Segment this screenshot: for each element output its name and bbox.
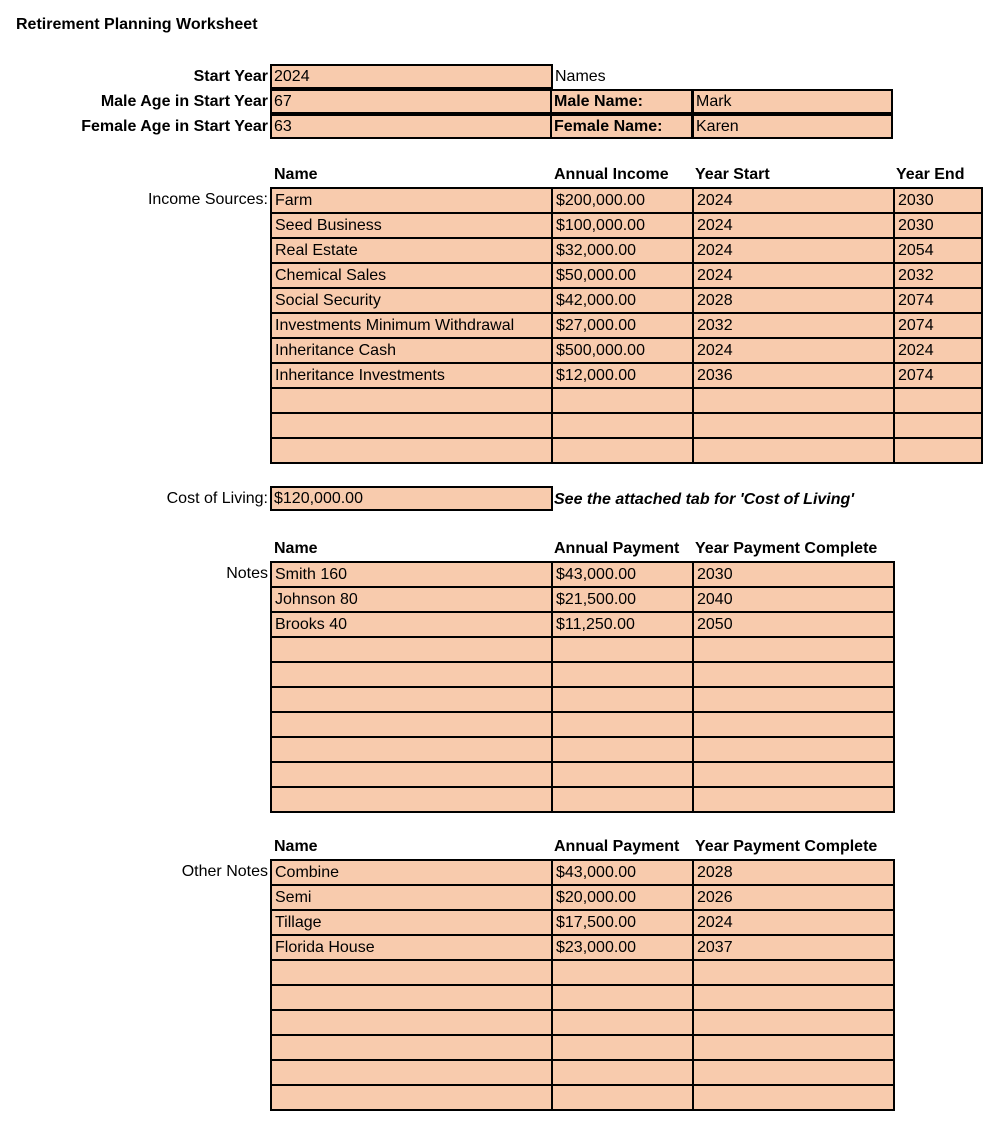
male-name-label-cell	[550, 89, 693, 114]
income-cell[interactable]: $32,000.00	[552, 238, 693, 263]
other-notes-col-name: Name	[274, 838, 318, 855]
notes-cell[interactable]	[552, 737, 693, 762]
notes-row	[271, 737, 894, 762]
other-notes-row	[271, 985, 894, 1010]
other-notes-cell[interactable]: Florida House	[271, 935, 552, 960]
income-row	[271, 288, 982, 313]
other-notes-cell[interactable]	[693, 1085, 894, 1110]
income-cell[interactable]: $50,000.00	[552, 263, 693, 288]
income-cell[interactable]: Investments Minimum Withdrawal	[271, 313, 552, 338]
other-notes-cell[interactable]: 2026	[693, 885, 894, 910]
worksheet-title: Retirement Planning Worksheet	[16, 16, 258, 33]
other-notes-cell[interactable]	[693, 1035, 894, 1060]
other-notes-cell[interactable]: 2024	[693, 910, 894, 935]
other-notes-row	[271, 1035, 894, 1060]
other-notes-cell[interactable]: 2028	[693, 860, 894, 885]
notes-cell[interactable]	[271, 712, 552, 737]
income-col-year-start: Year Start	[695, 166, 770, 183]
other-notes-cell[interactable]	[552, 960, 693, 985]
other-notes-row	[271, 1010, 894, 1035]
start-year-input[interactable]: 2024	[270, 64, 553, 89]
male-name-input[interactable]: Mark	[692, 89, 893, 114]
income-cell[interactable]: 2024	[693, 338, 894, 363]
notes-cell[interactable]	[693, 762, 894, 787]
notes-cell[interactable]	[693, 737, 894, 762]
female-age-input[interactable]: 63	[270, 114, 553, 139]
other-notes-cell[interactable]: $23,000.00	[552, 935, 693, 960]
female-name-label: Female Name:	[554, 118, 663, 135]
other-notes-cell[interactable]: $20,000.00	[552, 885, 693, 910]
income-cell[interactable]: $12,000.00	[552, 363, 693, 388]
female-name-input[interactable]: Karen	[692, 114, 893, 139]
income-cell[interactable]	[552, 388, 693, 413]
income-cell[interactable]: 2024	[693, 213, 894, 238]
other-notes-cell[interactable]	[552, 1010, 693, 1035]
other-notes-cell[interactable]: $43,000.00	[552, 860, 693, 885]
other-notes-cell[interactable]: 2037	[693, 935, 894, 960]
income-cell[interactable]: 2032	[894, 263, 982, 288]
income-cell[interactable]: 2030	[894, 188, 982, 213]
notes-row	[271, 637, 894, 662]
income-cell[interactable]	[271, 388, 552, 413]
notes-cell[interactable]: Brooks 40	[271, 612, 552, 637]
other-notes-cell[interactable]	[693, 1060, 894, 1085]
notes-cell[interactable]: Smith 160	[271, 562, 552, 587]
notes-col-year-complete: Year Payment Complete	[695, 540, 878, 557]
notes-cell[interactable]	[271, 762, 552, 787]
income-cell[interactable]: Real Estate	[271, 238, 552, 263]
notes-cell[interactable]	[271, 737, 552, 762]
notes-label: Notes	[226, 565, 268, 582]
income-cell[interactable]: 2074	[894, 313, 982, 338]
income-table	[270, 187, 983, 464]
other-notes-cell[interactable]	[552, 1085, 693, 1110]
income-cell[interactable]: $27,000.00	[552, 313, 693, 338]
notes-row	[271, 762, 894, 787]
income-row	[271, 238, 982, 263]
female-name-label-cell	[550, 114, 693, 139]
income-cell[interactable]	[894, 388, 982, 413]
income-cell[interactable]: 2032	[693, 313, 894, 338]
other-notes-cell[interactable]	[271, 1010, 552, 1035]
income-row	[271, 213, 982, 238]
income-cell[interactable]: Seed Business	[271, 213, 552, 238]
income-cell[interactable]: 2074	[894, 288, 982, 313]
other-notes-cell[interactable]	[693, 1010, 894, 1035]
other-notes-cell[interactable]	[552, 1035, 693, 1060]
income-sources-label: Income Sources:	[147, 191, 268, 208]
other-notes-cell[interactable]: Tillage	[271, 910, 552, 935]
notes-cell[interactable]	[693, 687, 894, 712]
notes-cell[interactable]	[693, 712, 894, 737]
other-notes-row	[271, 960, 894, 985]
notes-row	[271, 712, 894, 737]
notes-row	[271, 687, 894, 712]
income-col-year-end: Year End	[896, 166, 965, 183]
notes-cell[interactable]	[552, 662, 693, 687]
income-cell[interactable]	[552, 413, 693, 438]
notes-cell[interactable]	[693, 637, 894, 662]
notes-cell[interactable]: 2040	[693, 587, 894, 612]
other-notes-cell[interactable]	[271, 1035, 552, 1060]
notes-row	[271, 787, 894, 812]
income-cell[interactable]: 2024	[693, 263, 894, 288]
income-cell[interactable]: Farm	[271, 188, 552, 213]
male-age-label: Male Age in Start Year	[100, 93, 268, 110]
other-notes-row	[271, 860, 894, 885]
income-cell[interactable]	[894, 438, 982, 463]
income-row	[271, 363, 982, 388]
notes-cell[interactable]	[552, 787, 693, 812]
other-notes-cell[interactable]	[271, 960, 552, 985]
cost-of-living-note: See the attached tab for 'Cost of Living'	[554, 491, 855, 508]
other-notes-row	[271, 1060, 894, 1085]
other-notes-cell[interactable]	[271, 1060, 552, 1085]
other-notes-table	[270, 859, 895, 1111]
income-cell[interactable]: $500,000.00	[552, 338, 693, 363]
income-row	[271, 338, 982, 363]
income-cell[interactable]: 2074	[894, 363, 982, 388]
income-cell[interactable]	[693, 388, 894, 413]
other-notes-cell[interactable]	[693, 960, 894, 985]
notes-cell[interactable]: $21,500.00	[552, 587, 693, 612]
other-notes-col-annual-payment: Annual Payment	[554, 838, 680, 855]
income-cell[interactable]: 2030	[894, 213, 982, 238]
notes-row	[271, 587, 894, 612]
notes-cell[interactable]	[552, 712, 693, 737]
other-notes-cell[interactable]	[693, 985, 894, 1010]
income-cell[interactable]: 2024	[894, 338, 982, 363]
notes-cell[interactable]: 2050	[693, 612, 894, 637]
notes-cell[interactable]	[552, 637, 693, 662]
other-notes-cell[interactable]: Combine	[271, 860, 552, 885]
income-cell[interactable]	[693, 413, 894, 438]
female-age-label: Female Age in Start Year	[81, 118, 268, 135]
cost-of-living-input[interactable]: $120,000.00	[270, 486, 553, 511]
other-notes-label: Other Notes	[181, 863, 268, 880]
start-year-label: Start Year	[193, 68, 268, 85]
other-notes-cell[interactable]	[552, 985, 693, 1010]
income-cell[interactable]	[271, 438, 552, 463]
income-cell[interactable]: Chemical Sales	[271, 263, 552, 288]
income-cell[interactable]: 2024	[693, 238, 894, 263]
names-label: Names	[555, 68, 606, 85]
male-age-input[interactable]: 67	[270, 89, 553, 114]
income-col-name: Name	[274, 166, 318, 183]
notes-cell[interactable]: Johnson 80	[271, 587, 552, 612]
other-notes-row	[271, 885, 894, 910]
income-row	[271, 388, 982, 413]
other-notes-row	[271, 935, 894, 960]
notes-cell[interactable]	[271, 662, 552, 687]
other-notes-cell[interactable]	[552, 1060, 693, 1085]
notes-cell[interactable]	[271, 787, 552, 812]
income-cell[interactable]: 2036	[693, 363, 894, 388]
other-notes-cell[interactable]: $17,500.00	[552, 910, 693, 935]
notes-cell[interactable]: $11,250.00	[552, 612, 693, 637]
income-row	[271, 188, 982, 213]
notes-cell[interactable]	[693, 662, 894, 687]
income-cell[interactable]	[894, 413, 982, 438]
income-row	[271, 263, 982, 288]
income-row	[271, 438, 982, 463]
notes-cell[interactable]: $43,000.00	[552, 562, 693, 587]
income-col-annual-income: Annual Income	[554, 166, 669, 183]
income-cell[interactable]: Inheritance Investments	[271, 363, 552, 388]
notes-cell[interactable]	[552, 762, 693, 787]
income-cell[interactable]	[552, 438, 693, 463]
notes-row	[271, 562, 894, 587]
other-notes-row	[271, 910, 894, 935]
income-cell[interactable]	[271, 413, 552, 438]
notes-row	[271, 612, 894, 637]
income-cell[interactable]: Social Security	[271, 288, 552, 313]
notes-table	[270, 561, 895, 813]
notes-cell[interactable]	[552, 687, 693, 712]
income-row	[271, 313, 982, 338]
other-notes-cell[interactable]	[271, 1085, 552, 1110]
income-cell[interactable]: 2054	[894, 238, 982, 263]
income-cell[interactable]: $100,000.00	[552, 213, 693, 238]
income-row	[271, 413, 982, 438]
other-notes-cell[interactable]: Semi	[271, 885, 552, 910]
notes-col-name: Name	[274, 540, 318, 557]
income-cell[interactable]: 2028	[693, 288, 894, 313]
notes-row	[271, 662, 894, 687]
other-notes-col-year-complete: Year Payment Complete	[695, 838, 878, 855]
notes-cell[interactable]	[271, 637, 552, 662]
other-notes-cell[interactable]	[271, 985, 552, 1010]
notes-cell[interactable]	[693, 787, 894, 812]
income-cell[interactable]: Inheritance Cash	[271, 338, 552, 363]
income-cell[interactable]: $42,000.00	[552, 288, 693, 313]
notes-cell[interactable]	[271, 687, 552, 712]
cost-of-living-label: Cost of Living:	[166, 490, 268, 507]
income-cell[interactable]: 2024	[693, 188, 894, 213]
notes-cell[interactable]: 2030	[693, 562, 894, 587]
notes-col-annual-payment: Annual Payment	[554, 540, 680, 557]
income-cell[interactable]	[693, 438, 894, 463]
male-name-label: Male Name:	[554, 93, 643, 110]
other-notes-row	[271, 1085, 894, 1110]
income-cell[interactable]: $200,000.00	[552, 188, 693, 213]
